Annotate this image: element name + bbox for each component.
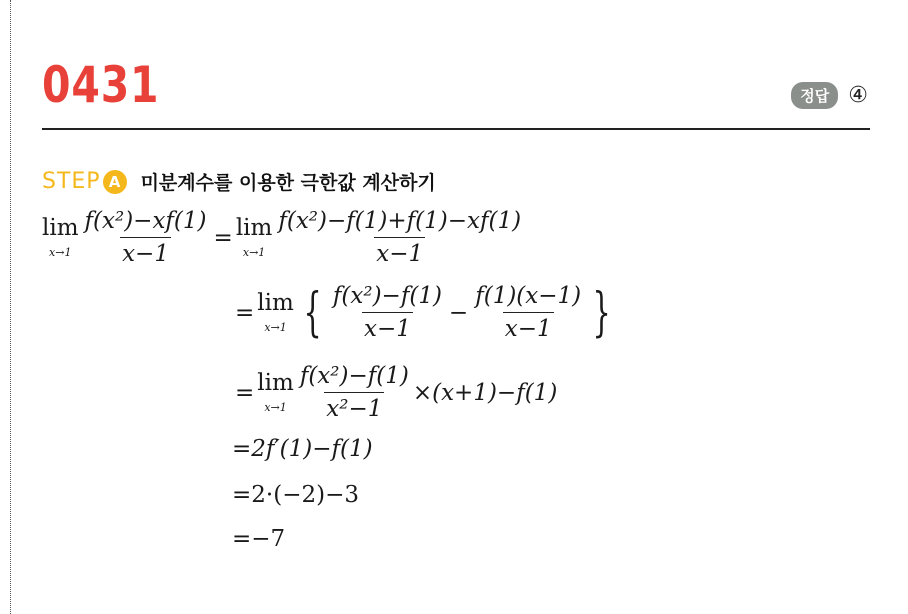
step-title: 미분계수를 이용한 극한값 계산하기 — [140, 172, 436, 194]
solution-line-6: =−7 — [232, 526, 286, 552]
solution-line-2 — [232, 283, 618, 342]
solution-line-5: =2·(−2)−3 — [232, 482, 359, 508]
lim-subscript: x→1 — [242, 245, 266, 259]
lim-word: lim — [257, 369, 294, 396]
denominator: x−1 — [503, 312, 554, 342]
answer-value: ④ — [848, 83, 868, 108]
numerator: f(x²)−f(1) — [332, 283, 442, 309]
answer-area — [791, 82, 868, 109]
close-brace: } — [592, 282, 611, 343]
lim-subscript: x→1 — [264, 320, 287, 334]
header-divider — [42, 128, 870, 130]
lim-word: lim — [257, 289, 294, 316]
expression-tail: ×(x+1)−f(1) — [412, 379, 558, 406]
equals-sign: = — [235, 299, 255, 326]
solution-line-3 — [232, 363, 557, 422]
denominator: x−1 — [362, 312, 413, 342]
limit-operator — [257, 289, 294, 334]
limit-operator — [235, 214, 273, 259]
limit-operator — [42, 214, 79, 259]
numerator: f(1)(x−1) — [475, 283, 582, 309]
equals-sign: = — [235, 379, 255, 406]
open-brace: { — [303, 282, 322, 343]
fraction — [331, 283, 444, 342]
fraction — [276, 208, 523, 267]
answer-badge: 정답 — [791, 82, 838, 109]
solution-line-1 — [42, 208, 525, 267]
lim-word: lim — [42, 214, 79, 241]
lim-word: lim — [235, 214, 273, 241]
step-heading — [42, 168, 436, 195]
denominator: x−1 — [120, 237, 171, 267]
page-left-border — [10, 0, 11, 614]
numerator: f(x²)−f(1)+f(1)−xf(1) — [278, 208, 522, 234]
numerator: f(x²)−f(1) — [299, 363, 409, 389]
equals-sign: = — [213, 224, 233, 251]
step-label: STEP — [42, 169, 101, 194]
lim-subscript: x→1 — [264, 400, 287, 414]
step-letter-badge: A — [103, 170, 127, 194]
numerator: f(x²)−xf(1) — [84, 208, 207, 234]
fraction — [473, 283, 583, 342]
fraction — [83, 208, 209, 267]
denominator: x²−1 — [324, 392, 384, 422]
minus-sign: − — [448, 299, 469, 326]
lim-subscript: x→1 — [49, 245, 72, 259]
problem-number: 0431 — [42, 56, 160, 114]
solution-line-4: =2f′(1)−f(1) — [232, 436, 373, 462]
fraction — [298, 363, 411, 422]
limit-operator — [257, 369, 294, 414]
denominator: x−1 — [374, 237, 425, 267]
